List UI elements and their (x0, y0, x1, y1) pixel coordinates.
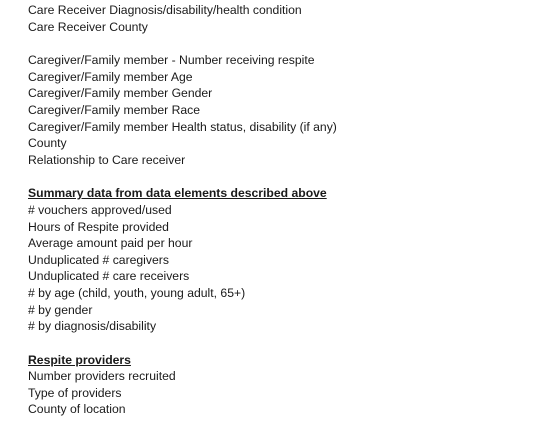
list-item: Unduplicated # care receivers (28, 269, 190, 284)
list-item: Caregiver/Family member Gender (28, 86, 213, 101)
list-item: Care Receiver County (28, 19, 148, 34)
list-item: # by age (child, youth, young adult, 65+) (28, 285, 246, 300)
caregiver-section (28, 52, 528, 168)
spacer (28, 168, 528, 185)
list-item: Care Receiver Diagnosis/disability/health condition (28, 3, 302, 17)
respite-providers-section (28, 352, 528, 418)
list-item: Number providers recruited (28, 369, 176, 384)
care-receiver-section (28, 2, 528, 35)
list-item: Caregiver/Family member - Number receiving respite (28, 53, 315, 68)
list-item: Average amount paid per hour (28, 236, 193, 251)
list-item: Caregiver/Family member Race (28, 102, 201, 117)
list-item: Relationship to Care receiver (28, 152, 186, 167)
spacer (28, 35, 528, 52)
summary-section (28, 185, 528, 334)
list-item: Hours of Respite provided (28, 219, 169, 234)
section-heading-summary: Summary data from data elements described above (28, 186, 327, 201)
section-heading-respite-providers: Respite providers (28, 352, 131, 367)
list-item: County of location (28, 402, 126, 417)
list-item: Caregiver/Family member Age (28, 69, 193, 84)
list-item: # vouchers approved/used (28, 202, 172, 217)
list-item: County (28, 136, 67, 151)
list-item: Caregiver/Family member Health status, disability (if any) (28, 119, 337, 134)
list-item: # by diagnosis/disability (28, 319, 157, 334)
list-item: Type of providers (28, 385, 122, 400)
spacer (28, 335, 528, 352)
list-item: # by gender (28, 302, 93, 317)
list-item: Unduplicated # caregivers (28, 252, 169, 267)
document-page (28, 2, 528, 418)
